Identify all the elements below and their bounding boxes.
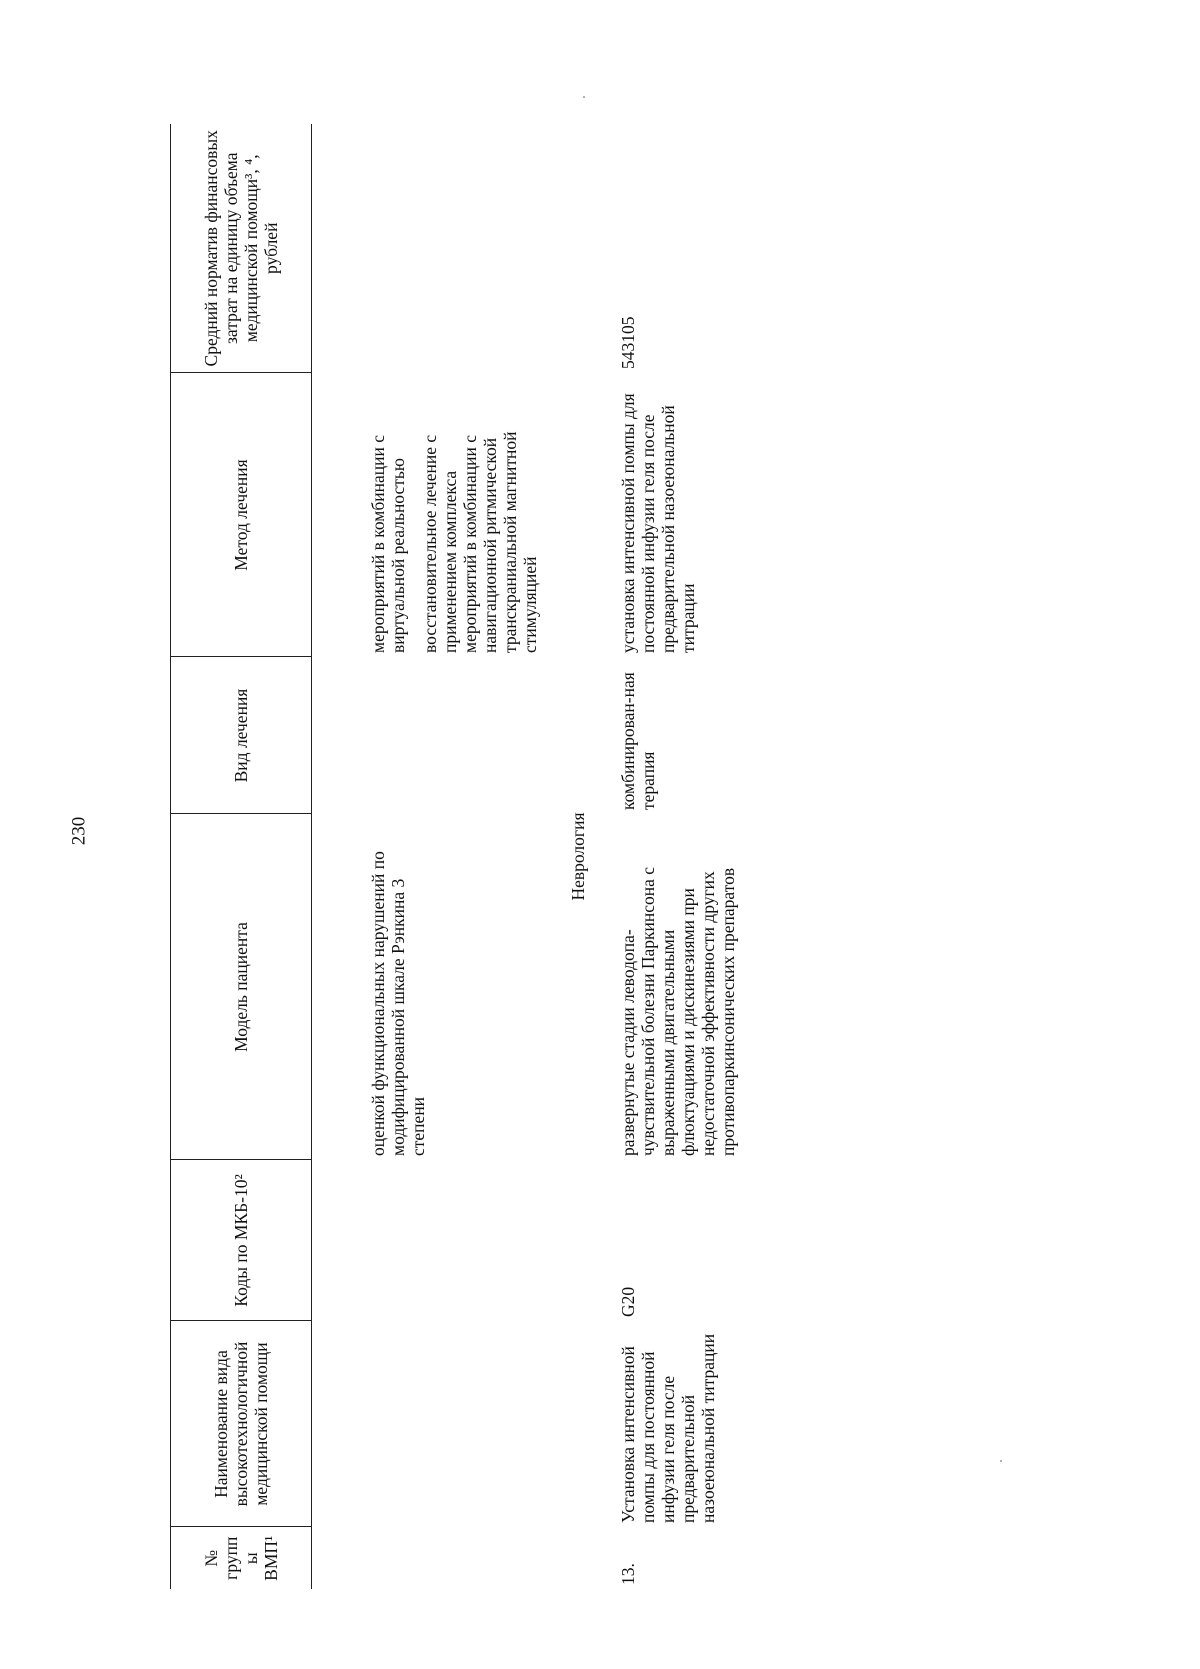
cell-method-continuation [312,373,553,657]
cell-model-continuation: оценкой функциональных нарушений по модифицированной шкале Рэнкина 3 степени [368,851,428,1156]
rotated-table-container [170,124,1200,1589]
table-header-row [171,124,312,1589]
cell-empty [312,1527,553,1589]
method-paragraph: восстановительное лечение с применением комплекса мероприятий в комбинации с навигационной ритмической транскраниальной магнитной стимуляцией [420,431,540,653]
cell-name: Установка интенсивной помпы для постоянной инфузии геля после предварительной назоеюнальной титрации [618,1333,718,1523]
cell-type: комбинирован-ная терапия [618,672,658,810]
vmp-table [170,124,738,1589]
table-row-continuation [312,124,553,1589]
cell-empty [312,1321,553,1527]
header-cost: Средний норматив финансовых затрат на единицу объема медицинской помощи³, ⁴, рублей [171,124,312,373]
table-row [614,124,738,1589]
header-type: Вид лечения [171,657,312,814]
cell-empty [312,657,553,814]
cell-method: установка интенсивной помпы для постоянной инфузии геля после предварительной назоеюнальной титрации [618,393,698,653]
section-row [552,124,614,1589]
cell-cost: 543105 [618,316,638,369]
header-method: Метод лечения [171,373,312,657]
cell-empty [312,1160,553,1321]
scan-artifact [583,96,585,98]
cell-empty [312,124,553,373]
header-model: Модель пациента [171,814,312,1160]
page-number: 230 [68,816,90,846]
header-codes: Коды по МКБ-10² [171,1160,312,1321]
section-title: Неврология [568,812,588,901]
cell-model: развернутые стадии леводопа-чувствительной болезни Паркинсона с выраженными двигательными флюктуациями и дискинезиями при недостаточной эффективности других противопаркинсонических препаратов [618,866,738,1156]
cell-codes: G20 [618,1286,638,1317]
method-paragraph: мероприятий в комбинации с виртуальной реальностью [368,434,408,653]
header-group-no: № групп ы ВМП¹ [171,1527,312,1589]
cell-group-number: 13. [618,1563,638,1585]
header-name: Наименование вида высокотехнологичной медицинской помощи [171,1321,312,1527]
